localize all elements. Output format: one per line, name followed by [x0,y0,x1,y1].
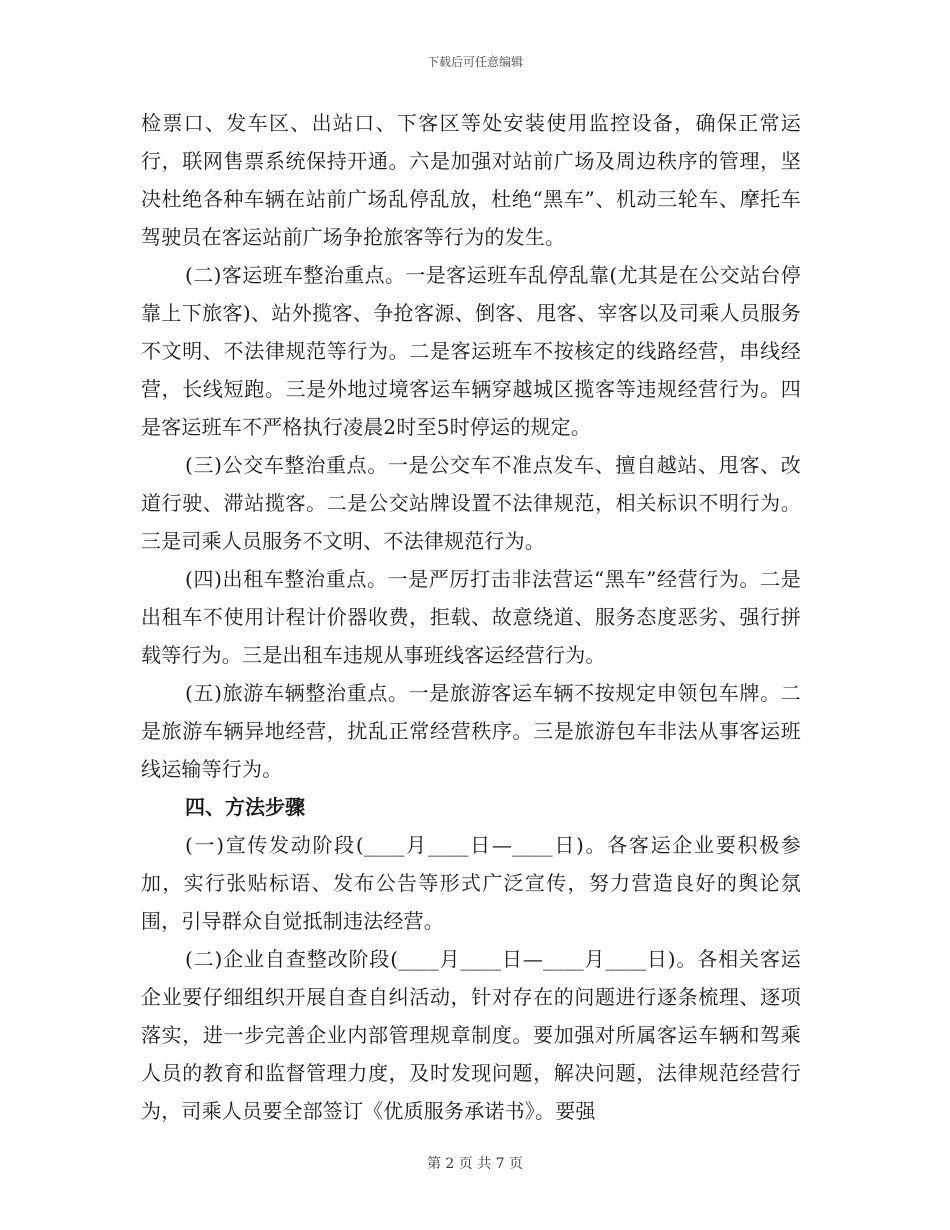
paragraph-self-inspection-stage: (二)企业自查整改阶段(____月____日—____月____日)。各相关客运企业要仔细组织开展自查自纠活动，针对存在的问题进行逐条梳理、逐项落实，进一步完善企业内部管理规章制度。要加强对所属客运车辆和驾乘人员的教育和监督管理力度，及时发现问题，解决问题，法律规范经营行为，司乘人员要全部签订《优质服务承诺书》。要强 [141,947,801,1123]
paragraph-tourist-vehicle: (五)旅游车辆整治重点。一是旅游客运车辆不按规定申领包车牌。二是旅游车辆异地经营，扰乱正常经营秩序。三是旅游包车非法从事客运班线运输等行为。 [141,681,801,781]
section-heading-methods: 四、方法步骤 [185,795,305,819]
paragraph-passenger-bus: (二)客运班车整治重点。一是客运班车乱停乱靠(尤其是在公交站台停靠上下旅客)、站外揽客、争抢客源、倒客、甩客、宰客以及司乘人员服务不文明、不法律规范等行为。二是客运班车不按核定的线路经营，串线经营，长线短跑。三是外地过境客运车辆穿越城区揽客等违规经营行为。四是客运班车不严格执行凌晨2时至5时停运的规定。 [141,263,801,439]
document-body [141,104,801,1130]
paragraph-public-bus: (三)公交车整治重点。一是公交车不准点发车、擅自越站、甩客、改道行驶、滞站揽客。二是公交站牌设置不法律规范，相关标识不明行为。三是司乘人员服务不文明、不法律规范行为。 [141,453,801,553]
paragraph-publicity-stage: (一)宣传发动阶段(____月____日—____日)。各客运企业要积极参加，实行张贴标语、发布公告等形式广泛宣传，努力营造良好的舆论氛围，引导群众自觉抵制违法经营。 [141,833,801,933]
paragraph-continued: 检票口、发车区、出站口、下客区等处安装使用监控设备，确保正常运行，联网售票系统保持开通。六是加强对站前广场及周边秩序的管理，坚决杜绝各种车辆在站前广场乱停乱放，杜绝“黑车”、机动三轮车、摩托车驾驶员在客运站前广场争抢旅客等行为的发生。 [141,111,801,249]
page-number: 第 2 页 共 7 页 [426,1156,524,1172]
paragraph-taxi: (四)出租车整治重点。一是严厉打击非法营运“黑车”经营行为。二是出租车不使用计程计价器收费，拒载、故意绕道、服务态度恶劣、强行拼载等行为。三是出租车违规从事班线客运经营行为。 [141,567,801,667]
page-header: 下载后可任意编辑 [426,55,523,69]
